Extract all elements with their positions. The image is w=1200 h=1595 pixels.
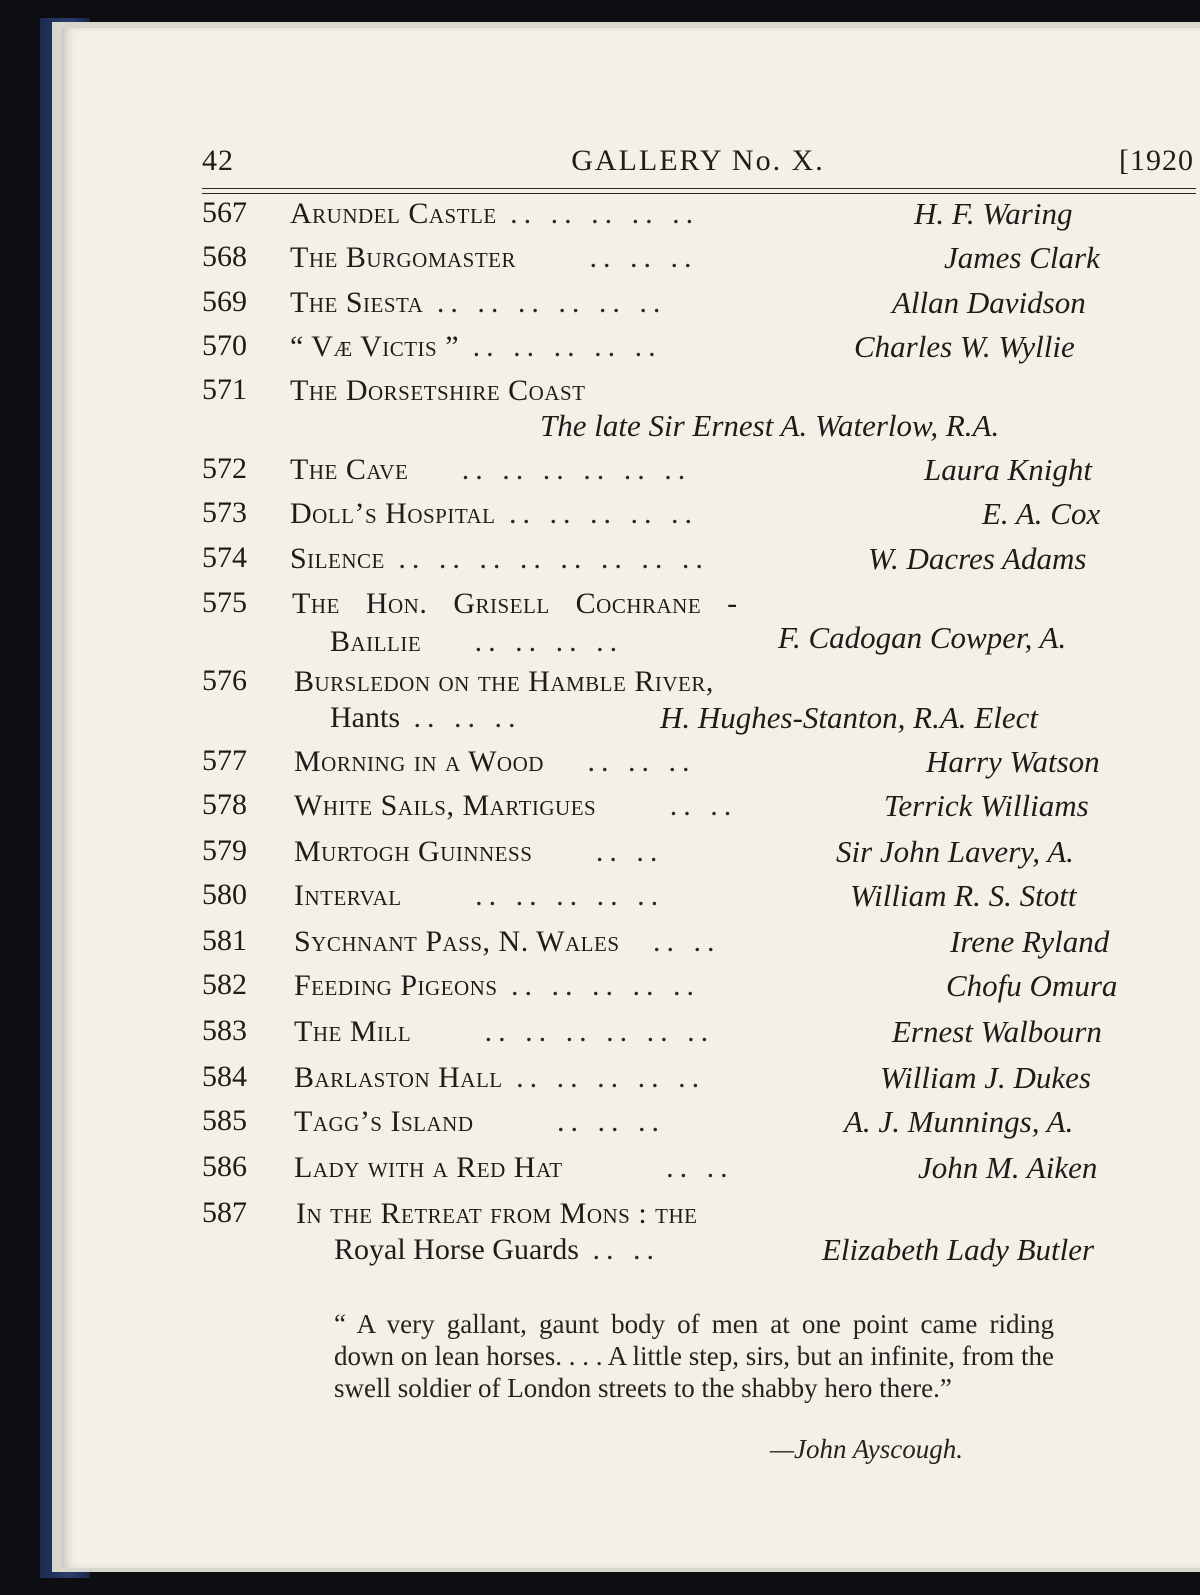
entry-title: Interval .. .. .. .. ..: [294, 879, 665, 912]
entry-number: 568: [202, 240, 247, 273]
entry-title: White Sails, Martigues .. ..: [294, 789, 738, 822]
entry-number: 584: [202, 1060, 247, 1093]
entry-title: Arundel Castle .. .. .. .. ..: [290, 197, 700, 230]
entry-title: Doll’s Hospital .. .. .. .. ..: [290, 497, 698, 530]
entry-title: Tagg’s Island .. .. ..: [294, 1105, 665, 1138]
entry-number: 574: [202, 541, 247, 574]
entry-title: Bursledon on the Hamble River,: [294, 665, 714, 698]
entry-number: 572: [202, 452, 247, 485]
entry-title: “ Væ Victis ” .. .. .. .. ..: [290, 330, 662, 363]
entry-artist: John M. Aiken: [918, 1150, 1098, 1185]
entry-number: 579: [202, 834, 247, 867]
entry-artist: Irene Ryland: [950, 924, 1110, 959]
entry-number: 571: [202, 373, 247, 406]
entry-title: The Hon. Grisell Cochrane -: [292, 587, 738, 620]
entry-number: 580: [202, 878, 247, 911]
entry-title-cont: Hants .. .. ..: [330, 701, 522, 734]
entry-number: 587: [202, 1196, 247, 1229]
quotation: “ A very gallant, gaunt body of men at one point came riding down on lean horses. . . . A little step, sirs, but an infinite, from the swell soldier of London streets to the shabby hero there.”: [334, 1309, 1054, 1403]
entry-number: 577: [202, 744, 247, 777]
entry-artist: H. Hughes-Stanton, R.A. Elect: [660, 700, 1038, 735]
entry-title: The Burgomaster .. .. ..: [290, 241, 698, 274]
entry-artist: E. A. Cox: [982, 496, 1101, 531]
entry-number: 575: [202, 586, 247, 619]
entry-title: The Siesta .. .. .. .. .. ..: [290, 286, 667, 319]
entry-title: The Dorsetshire Coast: [290, 374, 586, 407]
page-number: 42: [202, 144, 234, 177]
entry-artist: The late Sir Ernest A. Waterlow, R.A.: [540, 408, 1000, 443]
entry-artist: Ernest Walbourn: [892, 1014, 1102, 1049]
entry-title: The Cave .. .. .. .. .. ..: [290, 453, 692, 486]
entry-artist: H. F. Waring: [914, 196, 1073, 231]
gallery-title: GALLERY No. X.: [571, 144, 825, 177]
entry-number: 586: [202, 1150, 247, 1183]
entry-number: 573: [202, 496, 247, 529]
entry-artist: Charles W. Wyllie: [854, 329, 1075, 364]
entry-number: 585: [202, 1104, 247, 1137]
entry-number: 583: [202, 1014, 247, 1047]
catalogue-page: [62, 28, 1200, 1568]
entry-number: 569: [202, 285, 247, 318]
entry-title: Morning in a Wood .. .. ..: [294, 745, 696, 778]
entry-artist: Allan Davidson: [892, 285, 1086, 320]
entry-artist: F. Cadogan Cowper, A.: [778, 620, 1067, 655]
entry-artist: James Clark: [944, 240, 1100, 275]
entry-artist: William J. Dukes: [880, 1060, 1091, 1095]
entry-artist: Laura Knight: [924, 452, 1092, 487]
entry-title-cont: Baillie .. .. .. ..: [330, 625, 624, 658]
entry-title: Lady with a Red Hat .. ..: [294, 1151, 734, 1184]
entry-artist: A. J. Munnings, A.: [844, 1104, 1074, 1139]
quotation-attribution: —John Ayscough.: [770, 1434, 963, 1464]
entry-title: The Mill .. .. .. .. .. ..: [294, 1015, 715, 1048]
entry-title: Murtogh Guinness .. ..: [294, 835, 664, 868]
entry-number: 582: [202, 968, 247, 1001]
entry-title: Barlaston Hall .. .. .. .. ..: [294, 1061, 706, 1094]
entry-artist: William R. S. Stott: [850, 878, 1077, 913]
entry-title: In the Retreat from Mons : the: [296, 1197, 698, 1230]
entry-artist: Elizabeth Lady Butler: [822, 1232, 1095, 1267]
entry-number: 576: [202, 664, 247, 697]
entry-artist: Harry Watson: [926, 744, 1100, 779]
entry-number: 578: [202, 788, 247, 821]
entry-number: 567: [202, 196, 247, 229]
year: [1920: [1119, 144, 1194, 177]
entry-title: Sychnant Pass, N. Wales .. ..: [294, 925, 721, 958]
entry-title-cont: Royal Horse Guards .. ..: [334, 1233, 660, 1266]
entry-number: 570: [202, 329, 247, 362]
entry-artist: W. Dacres Adams: [868, 541, 1087, 576]
entry-title: Feeding Pigeons .. .. .. .. ..: [294, 969, 701, 1002]
entry-artist: Sir John Lavery, A.: [836, 834, 1074, 869]
entry-artist: Terrick Williams: [884, 788, 1089, 823]
entry-title: Silence .. .. .. .. .. .. .. ..: [290, 542, 709, 575]
entry-artist: Chofu Omura: [946, 968, 1118, 1003]
entry-number: 581: [202, 924, 247, 957]
